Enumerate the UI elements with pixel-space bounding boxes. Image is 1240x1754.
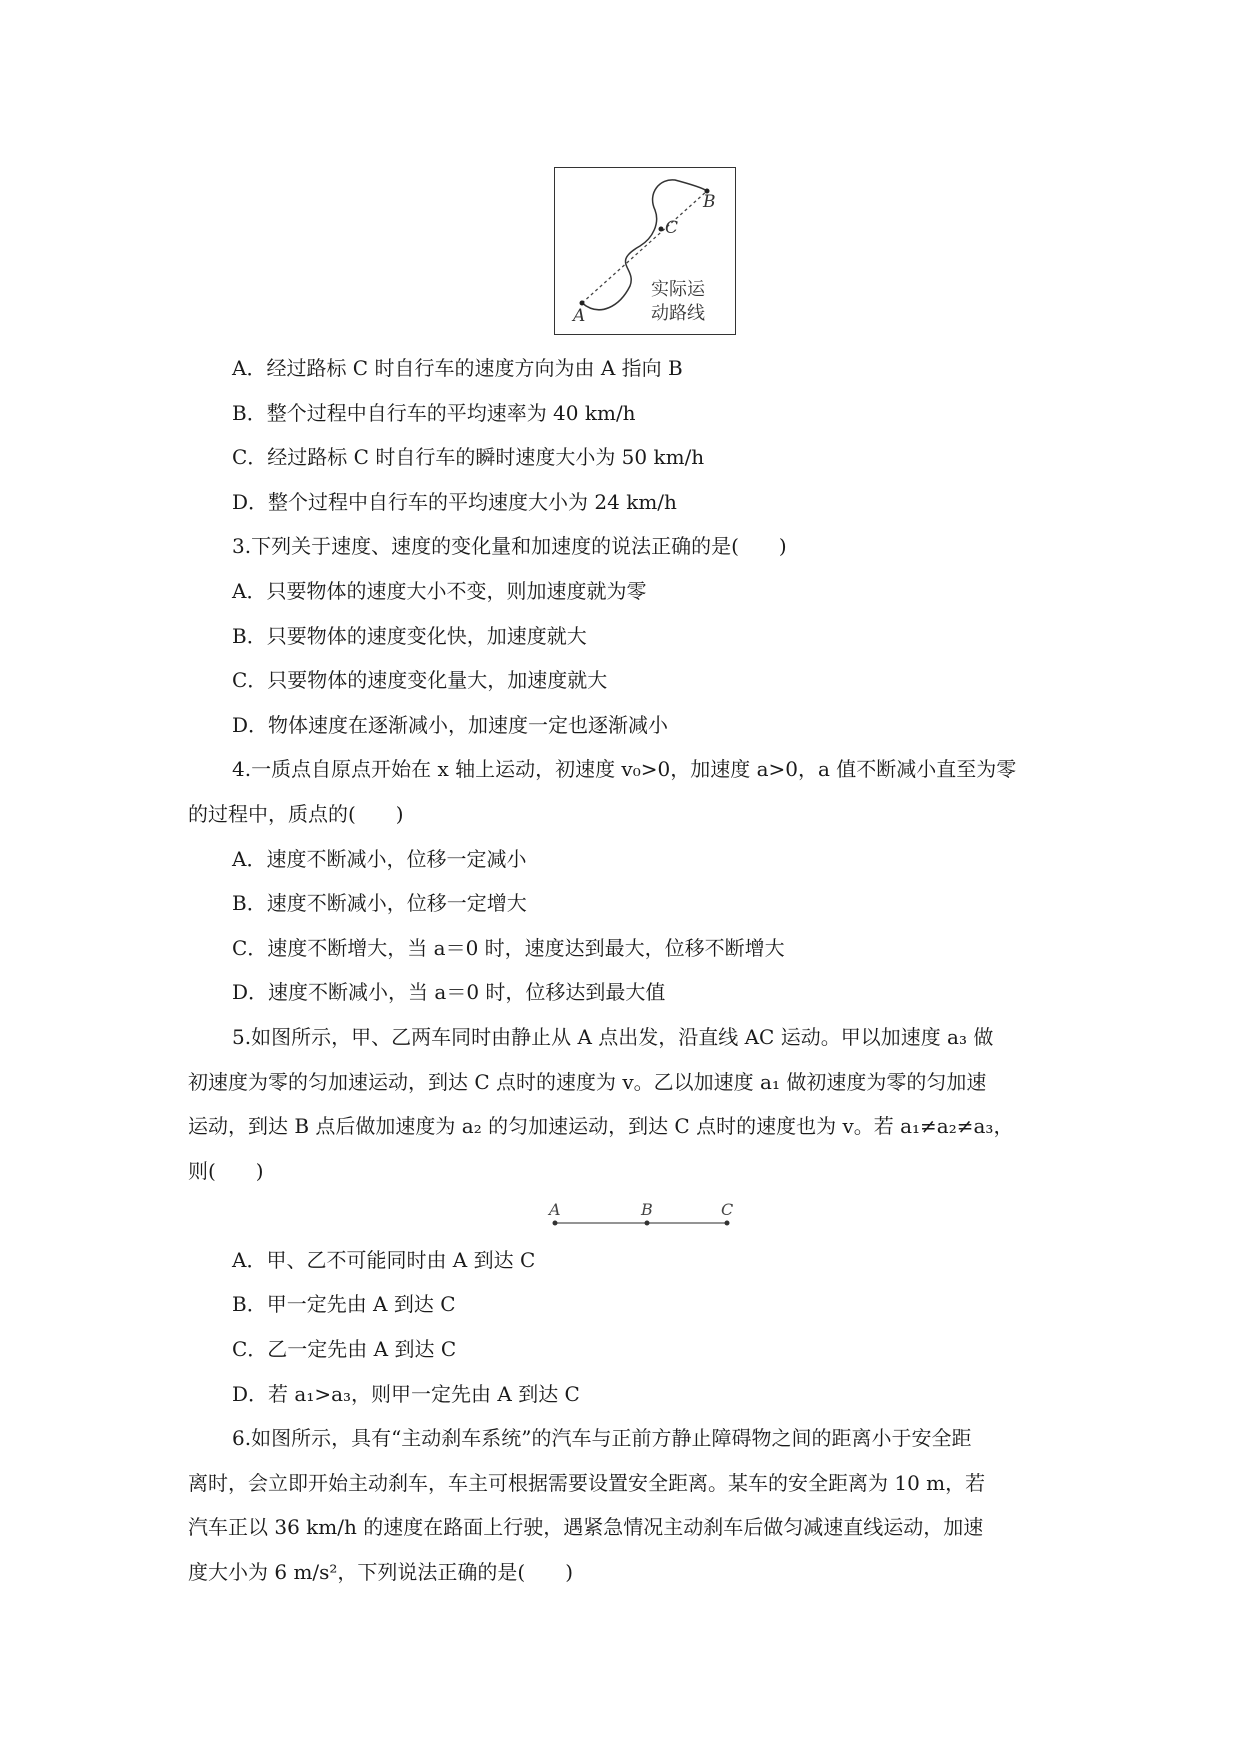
label-c: C (721, 1200, 734, 1220)
point-b-label: B (703, 192, 716, 212)
q3-stem: 3.下列关于速度、速度的变化量和加速度的说法正确的是( ) (232, 534, 787, 559)
q4-option-a: A．速度不断减小，位移一定减小 (232, 846, 527, 871)
q3-option-b: B．只要物体的速度变化快，加速度就大 (232, 623, 587, 648)
q6-stem-line-3: 汽车正以 36 km/h 的速度在路面上行驶，遇紧急情况主动刹车后做匀减速直线运动，加速 (188, 1515, 984, 1540)
path-caption (651, 278, 711, 326)
q4-stem-line-1: 4.一质点自原点开始在 x 轴上运动，初速度 v₀>0，加速度 a>0，a 值不断减小直至为零 (232, 757, 1017, 782)
q5-stem-line-2: 初速度为零的匀加速运动，到达 C 点时的速度为 v。乙以加速度 a₁ 做初速度为零的匀加速 (188, 1069, 987, 1094)
q2-option-a: A．经过路标 C 时自行车的速度方向为由 A 指向 B (232, 356, 683, 380)
q4-option-c: C．速度不断增大，当 a＝0 时，速度达到最大，位移不断增大 (232, 935, 785, 960)
abc-line-svg (545, 1193, 745, 1237)
q5-stem-line-3: 运动，到达 B 点后做加速度为 a₂ 的匀加速运动，到达 C 点时的速度也为 v。若 a₁≠a₂≠a₃， (188, 1114, 1014, 1139)
q4-option-b: B．速度不断减小，位移一定增大 (232, 891, 527, 916)
dot-b (645, 1221, 650, 1226)
point-c-dot (659, 227, 664, 232)
q5-option-a: A．甲、乙不可能同时由 A 到达 C (232, 1247, 536, 1272)
abc-line-figure (188, 1193, 1058, 1238)
q3-option-d: D．物体速度在逐渐减小，加速度一定也逐渐减小 (232, 712, 669, 737)
q5-option-c: C．乙一定先由 A 到达 C (232, 1337, 457, 1362)
q4-stem-line-2: 的过程中，质点的( ) (188, 801, 404, 826)
dot-a (553, 1221, 558, 1226)
q2-option-d: D．整个过程中自行车的平均速度大小为 24 km/h (232, 489, 677, 514)
q4-option-d: D．速度不断减小，当 a＝0 时，位移达到最大值 (232, 980, 666, 1005)
q6-stem-line-4: 度大小为 6 m/s²，下列说法正确的是( ) (188, 1560, 574, 1585)
label-a: A (549, 1200, 561, 1220)
point-a-label: A (573, 306, 586, 326)
motion-path-figure (554, 167, 736, 335)
dot-c (725, 1221, 730, 1226)
q6-stem-line-1: 6.如图所示，具有“主动刹车系统”的汽车与正前方静止障碍物之间的距离小于安全距 (232, 1426, 972, 1451)
point-c-label: C (665, 218, 679, 238)
q2-option-c: C．经过路标 C 时自行车的瞬时速度大小为 50 km/h (232, 445, 705, 470)
label-b: B (641, 1200, 653, 1220)
q3-option-a: A．只要物体的速度大小不变，则加速度就为零 (232, 578, 647, 603)
q3-option-c: C．只要物体的速度变化量大，加速度就大 (232, 668, 608, 693)
point-a-dot (580, 301, 585, 306)
q2-option-b: B．整个过程中自行车的平均速率为 40 km/h (232, 400, 636, 425)
caption-line-2: 动路线 (651, 303, 705, 324)
question-text-block (188, 346, 1058, 1595)
q5-stem-line-1: 5.如图所示，甲、乙两车同时由静止从 A 点出发，沿直线 AC 运动。甲以加速度 a₃ 做 (232, 1024, 994, 1049)
q6-stem-line-2: 离时，会立即开始主动刹车，车主可根据需要设置安全距离。某车的安全距离为 10 m，若 (188, 1470, 986, 1495)
q5-stem-line-4: 则( ) (188, 1158, 264, 1183)
caption-line-1: 实际运 (651, 279, 705, 300)
q5-option-d: D．若 a₁>a₃，则甲一定先由 A 到达 C (232, 1381, 580, 1406)
q5-option-b: B．甲一定先由 A 到达 C (232, 1292, 456, 1317)
